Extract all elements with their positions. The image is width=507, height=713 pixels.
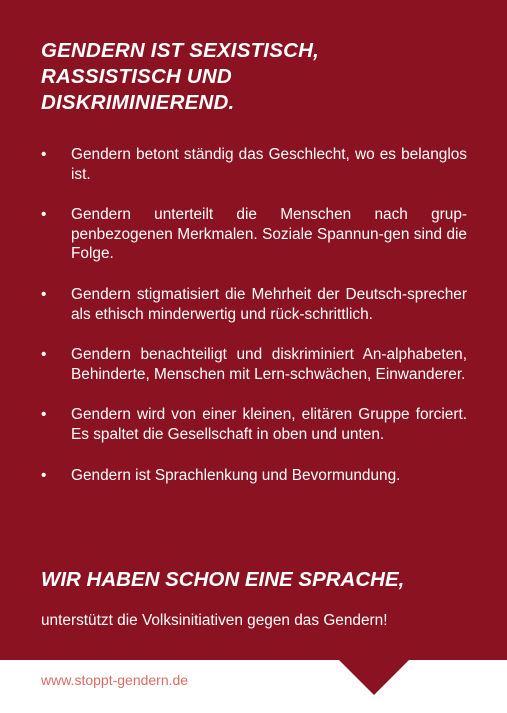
argument-text-3: Gendern stigmatisiert die Mehrheit der Deutsch-sprecher als ethisch minderwertig und rück-schrittlich.	[71, 285, 467, 323]
bullet-icon: •	[41, 406, 47, 424]
headline	[41, 38, 481, 116]
argument-text-2: Gendern unterteilt die Menschen nach grup-penbezogenen Merkmalen. Soziale Spannun-gen sind die Folge.	[71, 206, 467, 263]
website-link[interactable]: www.stoppt-gendern.de	[41, 672, 189, 688]
argument-item-4	[41, 345, 467, 384]
argument-text-4: Gendern benachteiligt und diskriminiert An-alphabeten, Behinderte, Menschen mit Lern-schwächen, Einwanderer.	[71, 346, 467, 383]
argument-item-6	[41, 466, 467, 486]
slogan: WIR HABEN SCHON EINE SPRACHE,	[41, 568, 405, 591]
bullet-icon: •	[41, 146, 47, 163]
argument-item-2	[41, 205, 467, 264]
argument-item-3	[41, 285, 467, 324]
headline-line-3: DISKRIMINIEREND.	[41, 91, 235, 114]
argument-text-1: Gendern betont ständig das Geschlecht, wo es belanglos ist.	[71, 146, 467, 183]
argument-list	[41, 145, 467, 506]
argument-text-5: Gendern wird von einer kleinen, elitären Gruppe forciert. Es spaltet die Gesellschaft in oben und unten.	[71, 406, 467, 443]
argument-text-6: Gendern ist Sprachlenkung und Bevormundung.	[71, 466, 401, 484]
headline-line-2: RASSISTISCH UND	[41, 65, 232, 88]
argument-item-1	[41, 145, 467, 184]
argument-item-5	[41, 405, 467, 444]
bullet-icon: •	[41, 285, 47, 303]
bullet-icon: •	[41, 466, 47, 484]
support-text: unterstützt die Volksinitiativen gegen das Gendern!	[41, 612, 388, 629]
headline-line-1: GENDERN IST SEXISTISCH,	[41, 39, 319, 62]
bullet-icon: •	[41, 346, 47, 364]
bullet-icon: •	[41, 206, 47, 224]
panel-notch-arrow	[338, 659, 410, 695]
